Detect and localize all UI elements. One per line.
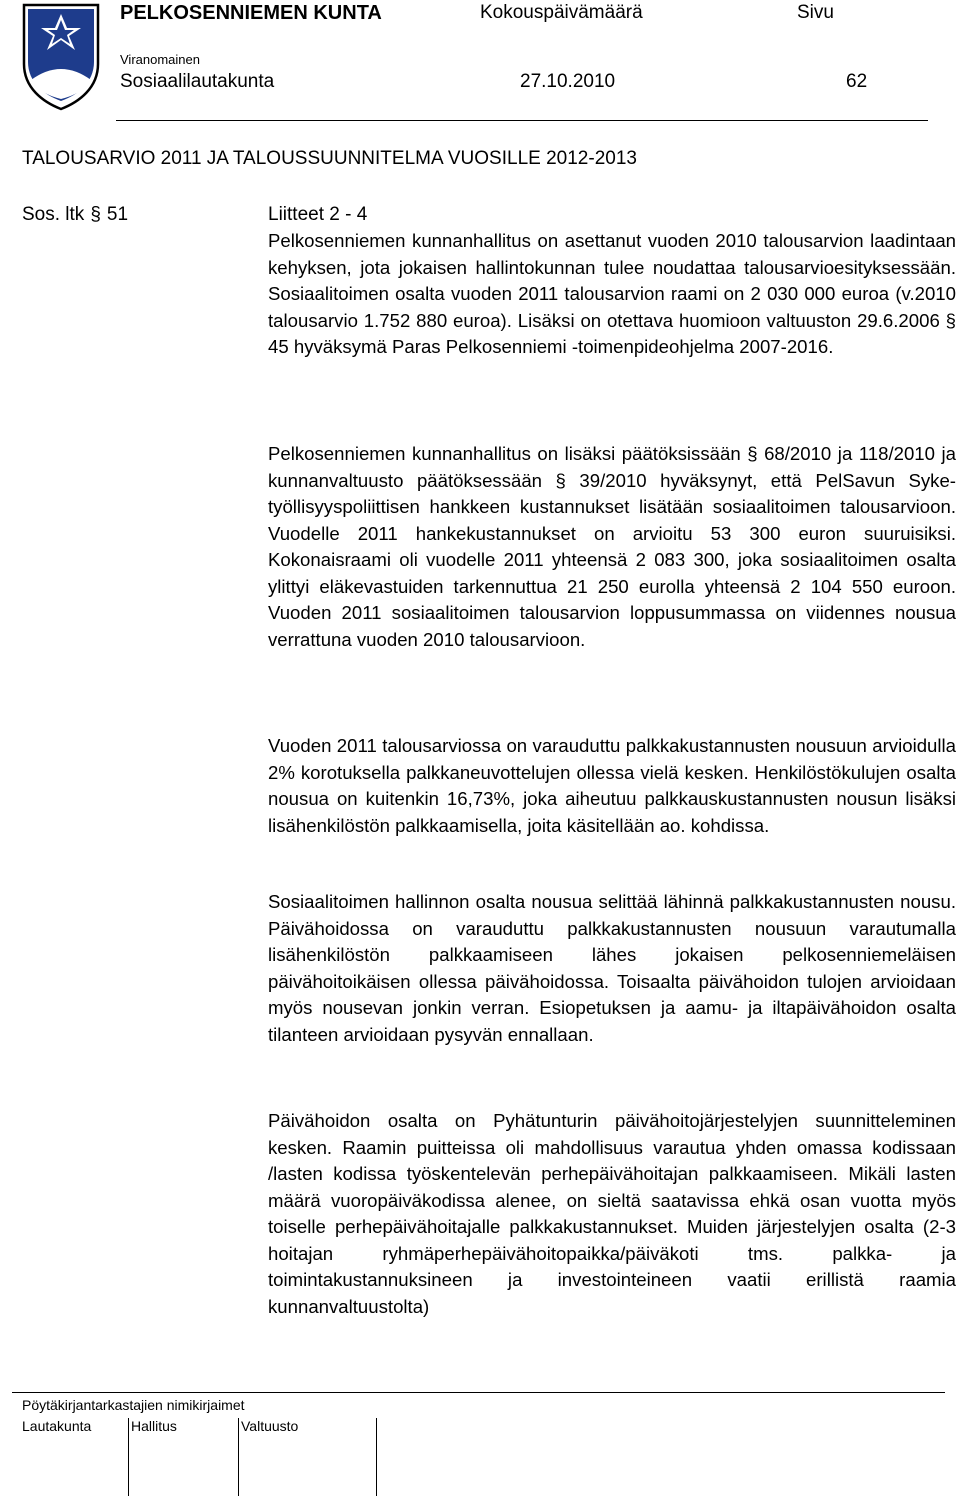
paragraph: Pelkosenniemen kunnanhallitus on lisäksi päätöksissään § 68/2010 ja 118/2010 ja kunnanvaltuusto päätöksessään § 39/2010 hyväksynyt, että PelSavun Syke- työllisyyspoliittisen hankkeen kustannukset lisätään sosiaalitoimen talousarvioon. Vuodelle 2011 hankekustannukset on arvioitu 53 300 euron suuruisiksi. Kokonaisraami oli vuodelle 2011 yhteensä 2 083 300, joka sosiaalitoimen osalta ylittyi eläkevastuiden tarkennuttua 21 250 eurolla yhteensä 2 104 550 euroon. Vuoden 2011 sosiaalitoimen talousarvion loppusummassa on viidennes nousua verrattuna vuoden 2010 talousarvioon.	[268, 443, 956, 650]
page-label: Sivu	[797, 2, 834, 23]
attachments: Liitteet 2 - 4	[268, 204, 368, 225]
section-prefix: Sos. ltk	[22, 204, 85, 225]
municipal-crest-icon	[21, 2, 101, 112]
authority: Sosiaalilautakunta	[120, 71, 275, 92]
paragraph: Pelkosenniemen kunnanhallitus on asettanut vuoden 2010 talousarvion laadintaan kehyksen, jota jokaisen hallintokunnan tulee noudattaa talousarvioesityksessään. Sosiaalitoimen osalta vuoden 2011 talousarvion raami on 2 030 000 euroa (v.2010 talousarvio 1.752 880 euroa). Lisäksi on otettava huomioon valtuuston 29.6.2006 § 45 hyväksymä Paras Pelkosenniemi -toimenpideohjelma 2007-2016.	[268, 230, 956, 357]
header-divider	[116, 120, 928, 121]
authority-label: Viranomainen	[120, 52, 200, 67]
paragraph: Sosiaalitoimen hallinnon osalta nousua selittää lähinnä palkkakustannusten nousu. Päivähoidossa on varauduttu palkkakustannusten nousuun varautumalla lisähenkilöstön palkkaamiseen lähes jokaisen pelkosenniemeläisen päivähoitoikäisen ollessa päivähoidossa. Toisaalta päivähoidon tulojen arvioidaan myös nousevan jonkin verran. Esiopetuksen ja aamu- ja iltapäivähoidon osalta tilanteen arvioidaan pysyvän ennallaan.	[268, 891, 956, 1045]
page-number: 62	[846, 71, 868, 92]
footer-divider-line	[376, 1418, 377, 1496]
section-reference	[22, 203, 128, 227]
section-symbol: §	[90, 204, 101, 225]
footer-divider-line	[128, 1418, 129, 1496]
footer-divider	[12, 1392, 945, 1393]
organization-name: PELKOSENNIEMEN KUNTA	[120, 2, 382, 24]
footer-item-hallitus: Hallitus	[131, 1418, 177, 1434]
section-number: 51	[106, 204, 129, 225]
document-title: TALOUSARVIO 2011 JA TALOUSSUUNNITELMA VUOSILLE 2012-2013	[22, 148, 637, 169]
footer-label: Pöytäkirjantarkastajien nimikirjaimet	[22, 1397, 245, 1413]
footer-item-lautakunta: Lautakunta	[22, 1418, 92, 1434]
meeting-date: 27.10.2010	[520, 71, 616, 92]
paragraph: Päivähoidon osalta on Pyhätunturin päivähoitojärjestelyjen suunnitteleminen kesken. Raamin puitteissa oli mahdollisuus varautua yhden omassa kodissaan /lasten kodissa työskentelevän perhepäivähoitajan palkkaamiseen. Mikäli lasten määrä vuoropäiväkodissa alenee, on sieltä saatavissa ehkä osan vuotta myös toiselle perhepäivähoitajalle palkkakustannukset. Muiden järjestelyjen osalta (2-3 hoitajan ryhmäperhepäivähoitopaikka/päiväkoti tms. palkka- ja toimintakustannuksineen ja investointeineen vaatii erillistä raamia kunnanvaltuustolta)	[268, 1110, 956, 1317]
footer-divider-line	[238, 1418, 239, 1496]
footer-item-valtuusto: Valtuusto	[241, 1418, 299, 1434]
meeting-date-label: Kokouspäivämäärä	[480, 2, 643, 23]
paragraph: Vuoden 2011 talousarviossa on varauduttu palkkakustannusten nousuun arvioidulla 2% korotuksella palkkaneuvottelujen ollessa vielä kesken. Henkilöstökulujen osalta nousua on kuitenkin 16,73%, joka aiheutuu palkkauskustannusten nousun lisäksi lisähenkilöstön palkkaamisella, joita käsitellään ao. kohdissa.	[268, 735, 956, 836]
